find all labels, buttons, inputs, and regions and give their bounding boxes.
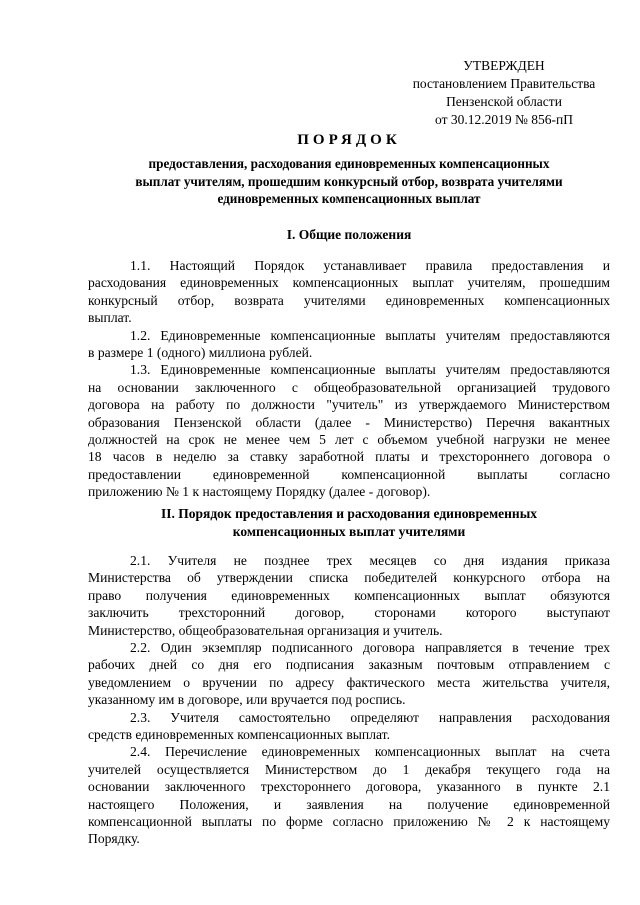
- paragraph-line: приложению № 1 к настоящему Порядку (далее - договор).: [88, 484, 431, 500]
- paragraph-line: учителей осуществляется Министерством до 1 декабря текущего года на: [88, 761, 610, 777]
- paragraph-line: 18 часов в неделю за ставку заработной платы и трехстороннего договора о: [88, 449, 610, 465]
- paragraph-line: договора на работу по должности "учитель" из утверждаемого Министерством: [88, 397, 610, 413]
- section-heading-text: компенсационных выплат учителями: [232, 523, 466, 539]
- paragraph-line: настоящего Положения, и заявления на получение единовременной: [88, 796, 610, 812]
- paragraph-line: конкурсный отбор, возврата учителями единовременных компенсационных: [88, 292, 610, 308]
- paragraph-line: средств единовременных компенсационных выплат.: [88, 726, 390, 742]
- paragraph-line: расходования единовременных компенсационных выплат учителям, прошедшим: [88, 275, 610, 291]
- paragraph-line: 2.4. Перечисление единовременных компенсационных выплат на счета: [130, 744, 610, 760]
- paragraph-line: Министерство, общеобразовательная организация и учитель.: [88, 622, 443, 638]
- paragraph-1-1: [88, 257, 610, 327]
- subtitle-line: выплат учителям, прошедшим конкурсный отбор, возврата учителями: [135, 173, 563, 189]
- paragraph-1-2: [88, 327, 610, 362]
- paragraph-line: рабочих дней со дня его подписания заказным почтовым отправлением с: [88, 657, 610, 673]
- paragraph-line: 1.2. Единовременные компенсационные выплаты учителям предоставляются: [130, 327, 610, 343]
- paragraph-line: 1.1. Настоящий Порядок устанавливает правила предоставления и: [130, 258, 610, 273]
- paragraph-line: компенсационной выплаты по форме согласно приложению № 2 к настоящему: [88, 813, 610, 829]
- section-2-heading: [88, 505, 610, 540]
- paragraph-line: основании заключенного трехстороннего договора, указанного в пункте 2.1: [88, 779, 610, 795]
- approval-authority: постановлением Правительства: [412, 76, 596, 91]
- section-heading-text: II. Порядок предоставления и расходования единовременных: [161, 506, 537, 521]
- paragraph-2-1: [88, 552, 610, 639]
- paragraph-1-3: [88, 361, 610, 500]
- paragraph-line: на основании заключенного с общеобразовательной организацией трудового: [88, 379, 610, 395]
- paragraph-line: должностей на срок не менее чем 5 лет с объемом учебной нагрузки не менее: [88, 431, 610, 447]
- paragraph-line: указанному им в договоре, или вручается под роспись.: [88, 692, 406, 708]
- paragraph-line: право получения единовременных компенсационных выплат обязуются: [88, 587, 610, 603]
- approval-region: Пензенской области: [446, 94, 562, 109]
- approval-stamp: [394, 57, 614, 129]
- paragraph-line: выплат.: [88, 310, 132, 326]
- paragraph-line: 1.3. Единовременные компенсационные выплаты учителям предоставляются: [130, 362, 610, 378]
- approval-title: УТВЕРЖДЕН: [463, 58, 545, 73]
- document-subtitle: [88, 155, 610, 208]
- paragraph-line: образования Пензенской области (далее - Министерство) Перечня вакантных: [88, 414, 610, 430]
- paragraph-2-3: [88, 709, 610, 744]
- paragraph-line: заключить трехсторонний договор, сторонами которого выступают: [88, 605, 610, 621]
- approval-date-number: от 30.12.2019 № 856-пП: [435, 112, 573, 127]
- paragraph-line: Порядку.: [88, 831, 140, 847]
- subtitle-line: предоставления, расходования единовременных компенсационных: [148, 156, 550, 171]
- paragraph-line: 2.2. Один экземпляр подписанного договора направляется в течение трех: [130, 640, 610, 655]
- paragraph-2-4: [88, 743, 610, 847]
- paragraph-line: 2.3. Учителя самостоятельно определяют направления расходования: [130, 709, 610, 725]
- paragraph-line: в размере 1 (одного) миллиона рублей.: [88, 344, 313, 360]
- paragraph-line: Министерства об утверждении списка победителей конкурсного отбора на: [88, 570, 610, 586]
- paragraph-line: уведомлением о вручении по адресу фактического места жительства учителя,: [88, 674, 610, 690]
- section-1-heading: [88, 226, 610, 244]
- paragraph-line: 2.1. Учителя не позднее трех месяцев со дня издания приказа: [130, 553, 610, 568]
- document-title: ПОРЯДОК: [297, 132, 401, 148]
- subtitle-line: единовременных компенсационных выплат: [217, 191, 481, 206]
- paragraph-2-2: [88, 639, 610, 709]
- paragraph-line: предоставлении единовременной компенсационной выплаты согласно: [88, 466, 610, 482]
- section-heading-text: I. Общие положения: [286, 227, 412, 242]
